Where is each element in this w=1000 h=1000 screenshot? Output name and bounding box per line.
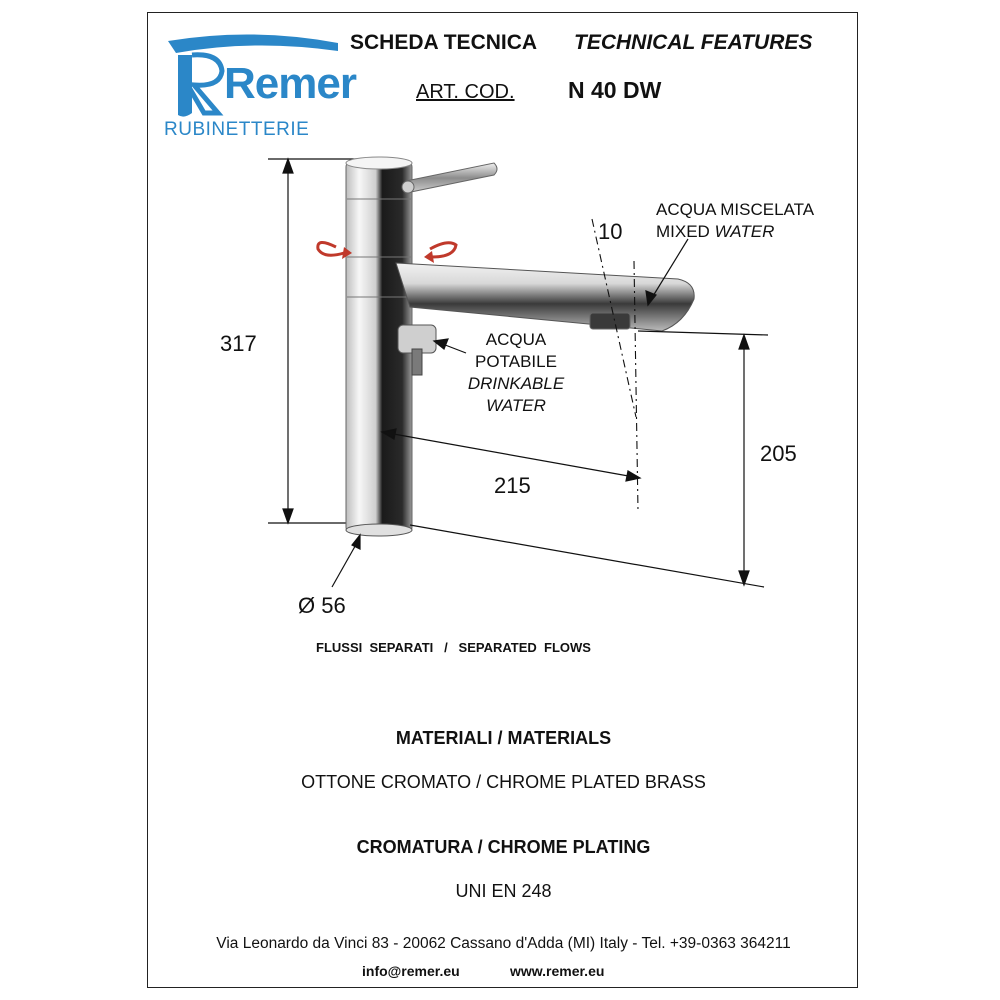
mixed-water-line2 bbox=[656, 221, 814, 243]
logo-wordmark: Remer bbox=[224, 59, 356, 108]
dim-label-diameter: Ø 56 bbox=[298, 593, 346, 618]
logo-subtitle: RUBINETTERIE bbox=[164, 119, 310, 140]
technical-features-title: TECHNICAL FEATURES bbox=[574, 31, 813, 54]
flows-caption: FLUSSI SEPARATI / SEPARATED FLOWS bbox=[316, 640, 591, 655]
dim-label-317: 317 bbox=[220, 331, 257, 356]
dim-label-215: 215 bbox=[494, 473, 531, 498]
dim-diameter-pointer bbox=[332, 535, 360, 587]
dim-label-205: 205 bbox=[760, 441, 797, 466]
footer-address: Via Leonardo da Vinci 83 - 20062 Cassano d'Adda (MI) Italy - Tel. +39-0363 364211 bbox=[216, 935, 791, 952]
mixed-water-label bbox=[656, 199, 814, 243]
dim-height-total bbox=[268, 159, 358, 523]
spout-nozzle bbox=[590, 313, 630, 329]
mixed-water-plain: MIXED bbox=[656, 222, 715, 241]
art-code-label: ART. COD. bbox=[416, 81, 515, 103]
scheda-tecnica-title: SCHEDA TECNICA bbox=[350, 31, 538, 54]
materials-title: MATERIALI / MATERIALS bbox=[395, 728, 612, 748]
drinkable-line4: WATER bbox=[486, 396, 546, 415]
dim-label-10: 10 bbox=[598, 219, 623, 244]
footer-email[interactable]: info@remer.eu bbox=[362, 963, 460, 979]
dim-offset-lines bbox=[592, 219, 638, 511]
art-code-value: N 40 DW bbox=[568, 77, 662, 103]
faucet-drawing bbox=[148, 13, 859, 633]
materials-value: OTTONE CROMATO / CHROME PLATED BRASS bbox=[301, 772, 706, 792]
footer-website[interactable]: www.remer.eu bbox=[510, 963, 605, 979]
drinkable-line1: ACQUA bbox=[485, 330, 547, 349]
drinkable-water-label bbox=[454, 329, 578, 417]
plating-title: CROMATURA / CHROME PLATING bbox=[356, 837, 651, 857]
mixed-water-italic: WATER bbox=[714, 222, 775, 241]
drinkable-line3: DRINKABLE bbox=[467, 374, 565, 393]
technical-sheet bbox=[147, 12, 858, 988]
plating-value: UNI EN 248 bbox=[455, 881, 552, 901]
rotation-arrow-right bbox=[424, 243, 456, 263]
mixed-water-line1: ACQUA MISCELATA bbox=[656, 200, 815, 219]
lever-handle bbox=[402, 163, 497, 193]
drinkable-line2: POTABILE bbox=[475, 352, 557, 371]
